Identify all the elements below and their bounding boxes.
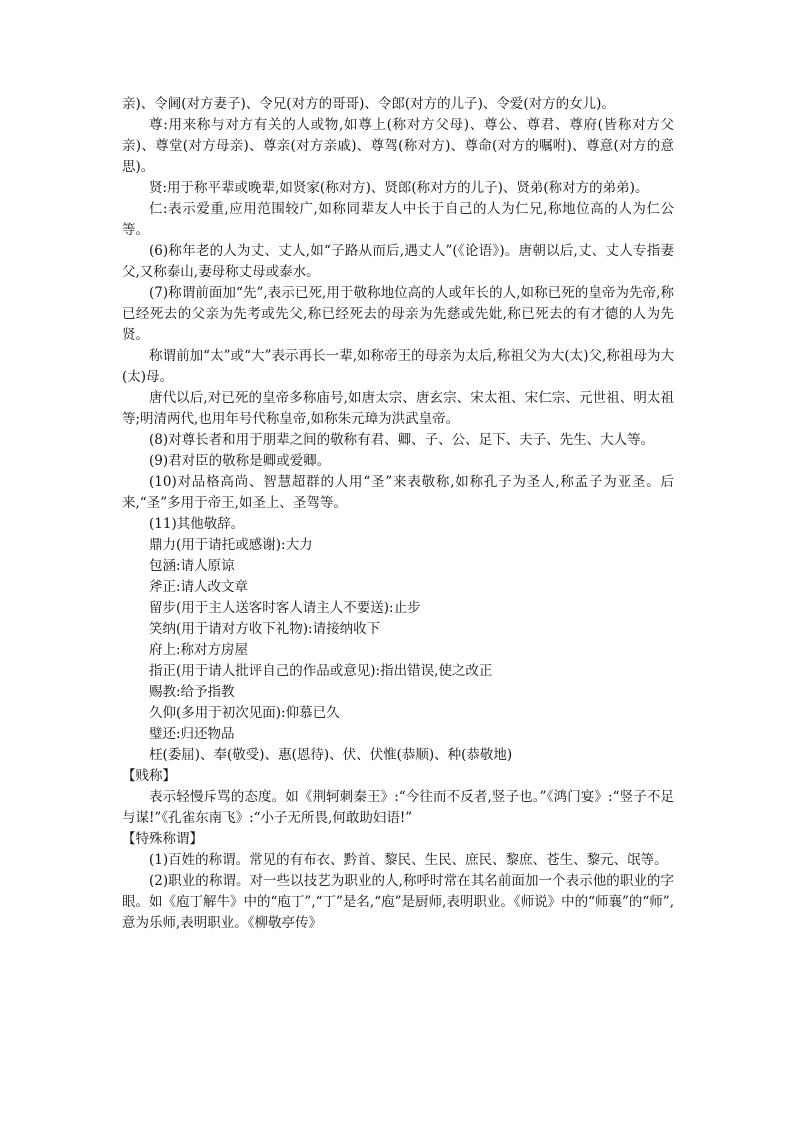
honorific-entry: 笑纳(用于请对方收下礼物):请接纳收下 <box>149 621 381 637</box>
paragraph-item-10: (10)对品格高尚、智慧超群的人用“圣”来表敬称,如称孔子为圣人,称孟子为亚圣。后来,“圣”多用于帝王,如圣上、圣驾等。 <box>122 474 674 511</box>
section-heading-jianchen: 【贱称】 <box>122 768 176 784</box>
paragraph-item-11: (11)其他敬辞。 <box>149 516 245 532</box>
paragraph-jianchen: 表示轻慢斥骂的态度。如《荆轲刺秦王》:“今往而不反者,竖子也。”《鸿门宴》:“竖子不足与谋!”《孔雀东南飞》:“小子无所畏,何敢助妇语!” <box>122 789 674 826</box>
paragraph-item-7: (7)称谓前面加“先”,表示已死,用于敬称地位高的人或年长的人,如称已死的皇帝为先帝,称已经死去的父亲为先考或先父,称已经死去的母亲为先慈或先妣,称已死去的有才德的人为先贤。 <box>122 285 674 343</box>
honorific-entry: 璧还:归还物品 <box>149 726 235 742</box>
honorific-entry: 指正(用于请人批评自己的作品或意见):指出错误,使之改正 <box>149 663 493 679</box>
honorific-entry: 鼎力(用于请托或感谢):大力 <box>149 537 313 553</box>
paragraph-item-8: (8)对尊长者和用于朋辈之间的敬称有君、卿、子、公、足下、夫子、先生、大人等。 <box>149 432 655 448</box>
honorific-entry: 枉(委屈)、奉(敬受)、惠(恩待)、伏、伏惟(恭顺)、种(恭敬地) <box>149 747 513 763</box>
paragraph-ren: 仁:表示爱重,应用范围较广,如称同辈友人中长于自己的人为仁兄,称地位高的人为仁公等。 <box>122 201 674 238</box>
paragraph-zun: 尊:用来称与对方有关的人或物,如尊上(称对方父母)、尊公、尊君、尊府(皆称对方父亲)、尊堂(对方母亲)、尊亲(对方亲戚)、尊驾(称对方)、尊命(对方的嘱咐)、尊意(对方的意思)。 <box>122 117 674 175</box>
page-content <box>122 94 674 934</box>
honorific-entry: 包涵:请人原谅 <box>149 558 235 574</box>
honorific-entry: 赐教:给予指教 <box>149 684 235 700</box>
paragraph-xian: 贤:用于称平辈或晚辈,如贤家(称对方)、贤郎(称对方的儿子)、贤弟(称对方的弟弟)。 <box>149 180 649 196</box>
honorific-entry: 府上:称对方房屋 <box>149 642 249 658</box>
paragraph-item-6: (6)称年老的人为丈、丈人,如“子路从而后,遇丈人”(《论语》)。唐朝以后,丈、丈人专指妻父,又称泰山,妻母称丈母或泰水。 <box>122 243 674 280</box>
honorific-entry: 斧正:请人改文章 <box>149 579 249 595</box>
paragraph-special-1: (1)百姓的称谓。常见的有布衣、黔首、黎民、生民、庶民、黎庶、苍生、黎元、氓等。 <box>149 852 668 868</box>
section-heading-special: 【特殊称谓】 <box>122 831 203 847</box>
honorific-entry: 留步(用于主人送客时客人请主人不要送):止步 <box>149 600 421 616</box>
paragraph-item-9: (9)君对臣的敬称是卿或爱卿。 <box>149 453 331 469</box>
paragraph-miaohao: 唐代以后,对已死的皇帝多称庙号,如唐太宗、唐玄宗、宋太祖、宋仁宗、元世祖、明太祖等;明清两代,也用年号代称皇帝,如称朱元璋为洪武皇帝。 <box>122 390 674 427</box>
paragraph-tai: 称谓前加“太”或“大”表示再长一辈,如称帝王的母亲为太后,称祖父为大(太)父,称祖母为大(太)母。 <box>122 348 674 385</box>
honorific-entry: 久仰(多用于初次见面):仰慕已久 <box>149 705 340 721</box>
paragraph-special-2: (2)职业的称谓。对一些以技艺为职业的人,称呼时常在其名前面加一个表示他的职业的字眼。如《庖丁解牛》中的“庖丁”,“丁”是名,“庖”是厨师,表明职业。《师说》中的“师襄”的“师”,意为乐师,表明职业。《柳敬亭传》 <box>122 873 674 931</box>
paragraph: 亲)、令阃(对方妻子)、令兄(对方的哥哥)、令郎(对方的儿子)、令爱(对方的女儿)。 <box>122 96 615 112</box>
